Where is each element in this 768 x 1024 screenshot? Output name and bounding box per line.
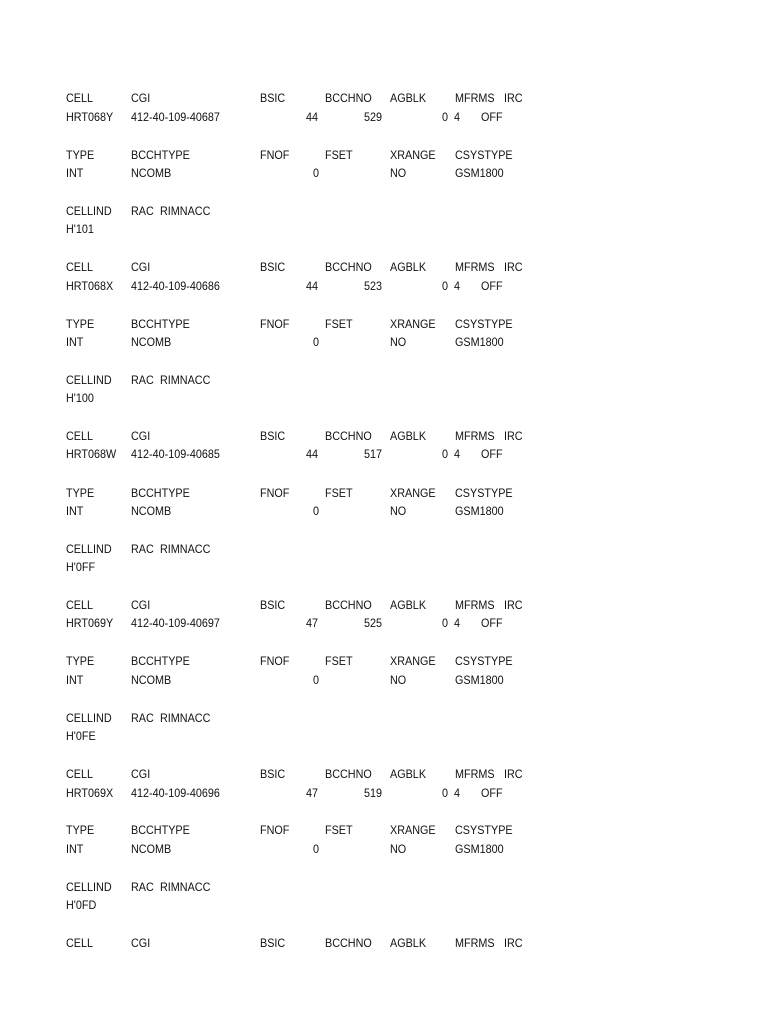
cell-header-mfrms: MFRMS bbox=[455, 767, 495, 781]
csystype-value: GSM1800 bbox=[455, 673, 504, 687]
cellind-header-rac: RAC bbox=[131, 373, 154, 387]
cell-header-bsic: BSIC bbox=[260, 260, 286, 274]
fset-value: 0 bbox=[313, 335, 320, 349]
cellind-header-rimnacc: RIMNACC bbox=[160, 204, 211, 218]
cgi-value: 412-40-109-40697 bbox=[131, 616, 220, 630]
bcchtype-value: NCOMB bbox=[131, 335, 172, 349]
cellind-header-cellind: CELLIND bbox=[66, 542, 112, 556]
mfrms-value: 4 bbox=[454, 616, 461, 630]
cell-header-bcchno: BCCHNO bbox=[325, 91, 372, 105]
cellind-value: H'100 bbox=[66, 391, 94, 405]
mfrms-value: 4 bbox=[454, 110, 461, 124]
type-header-fnof: FNOF bbox=[260, 317, 290, 331]
xrange-value: NO bbox=[390, 842, 407, 856]
agblk-value: 0 bbox=[442, 447, 449, 461]
type-header-type: TYPE bbox=[66, 148, 95, 162]
cellind-header-rac: RAC bbox=[131, 542, 154, 556]
xrange-value: NO bbox=[390, 166, 407, 180]
bsic-value: 44 bbox=[306, 110, 319, 124]
cell-header-bsic: BSIC bbox=[260, 429, 286, 443]
cell-header-agblk: AGBLK bbox=[390, 767, 427, 781]
type-header-bcchtype: BCCHTYPE bbox=[131, 823, 190, 837]
cellind-header-rac: RAC bbox=[131, 711, 154, 725]
type-header-type: TYPE bbox=[66, 823, 95, 837]
csystype-value: GSM1800 bbox=[455, 335, 504, 349]
cgi-value: 412-40-109-40686 bbox=[131, 279, 220, 293]
cell-header-cgi: CGI bbox=[131, 260, 151, 274]
cell-header-cgi: CGI bbox=[131, 598, 151, 612]
bcchno-value: 525 bbox=[364, 616, 383, 630]
cell-header-cgi: CGI bbox=[131, 767, 151, 781]
cell-header-agblk: AGBLK bbox=[390, 598, 427, 612]
bcchno-value: 517 bbox=[364, 447, 383, 461]
irc-value: OFF bbox=[481, 110, 503, 124]
cell-header-irc: IRC bbox=[504, 598, 523, 612]
cell-name-value: HRT068W bbox=[66, 447, 117, 461]
bcchno-value: 523 bbox=[364, 279, 383, 293]
cell-header-irc: IRC bbox=[504, 91, 523, 105]
irc-value: OFF bbox=[481, 786, 503, 800]
mfrms-value: 4 bbox=[454, 279, 461, 293]
type-header-fnof: FNOF bbox=[260, 486, 290, 500]
cell-header-cgi: CGI bbox=[131, 936, 151, 950]
cell-header-cgi: CGI bbox=[131, 429, 151, 443]
cell-header-mfrms: MFRMS bbox=[455, 429, 495, 443]
cell-header-mfrms: MFRMS bbox=[455, 91, 495, 105]
type-header-type: TYPE bbox=[66, 486, 95, 500]
cell-header-bsic: BSIC bbox=[260, 767, 286, 781]
type-header-type: TYPE bbox=[66, 317, 95, 331]
cell-header-cell: CELL bbox=[66, 91, 94, 105]
cellind-header-rimnacc: RIMNACC bbox=[160, 880, 211, 894]
type-value: INT bbox=[66, 673, 84, 687]
cell-header-bsic: BSIC bbox=[260, 598, 286, 612]
cell-header-agblk: AGBLK bbox=[390, 936, 427, 950]
bcchno-value: 519 bbox=[364, 786, 383, 800]
type-header-bcchtype: BCCHTYPE bbox=[131, 317, 190, 331]
bcchno-value: 529 bbox=[364, 110, 383, 124]
type-value: INT bbox=[66, 842, 84, 856]
bcchtype-value: NCOMB bbox=[131, 842, 172, 856]
cell-header-cell: CELL bbox=[66, 767, 94, 781]
type-header-xrange: XRANGE bbox=[390, 823, 436, 837]
type-header-csystype: CSYSTYPE bbox=[455, 654, 513, 668]
cellind-value: H'0FE bbox=[66, 729, 96, 743]
bcchtype-value: NCOMB bbox=[131, 673, 172, 687]
cell-name-value: HRT068X bbox=[66, 279, 114, 293]
type-header-fnof: FNOF bbox=[260, 148, 290, 162]
cgi-value: 412-40-109-40685 bbox=[131, 447, 220, 461]
xrange-value: NO bbox=[390, 335, 407, 349]
type-header-fset: FSET bbox=[325, 486, 353, 500]
cell-name-value: HRT069Y bbox=[66, 616, 114, 630]
cell-header-agblk: AGBLK bbox=[390, 91, 427, 105]
cellind-value: H'101 bbox=[66, 222, 94, 236]
type-header-fset: FSET bbox=[325, 823, 353, 837]
cell-header-bsic: BSIC bbox=[260, 936, 286, 950]
fset-value: 0 bbox=[313, 842, 320, 856]
cell-header-cell: CELL bbox=[66, 598, 94, 612]
agblk-value: 0 bbox=[442, 616, 449, 630]
xrange-value: NO bbox=[390, 504, 407, 518]
irc-value: OFF bbox=[481, 447, 503, 461]
bsic-value: 47 bbox=[306, 616, 319, 630]
bsic-value: 44 bbox=[306, 447, 319, 461]
irc-value: OFF bbox=[481, 279, 503, 293]
cell-header-bcchno: BCCHNO bbox=[325, 598, 372, 612]
cell-header-bcchno: BCCHNO bbox=[325, 936, 372, 950]
cellind-header-cellind: CELLIND bbox=[66, 880, 112, 894]
type-header-xrange: XRANGE bbox=[390, 654, 436, 668]
cgi-value: 412-40-109-40696 bbox=[131, 786, 220, 800]
type-header-bcchtype: BCCHTYPE bbox=[131, 486, 190, 500]
cellind-header-cellind: CELLIND bbox=[66, 204, 112, 218]
cell-name-value: HRT069X bbox=[66, 786, 114, 800]
bcchtype-value: NCOMB bbox=[131, 504, 172, 518]
cellind-value: H'0FD bbox=[66, 898, 97, 912]
type-value: INT bbox=[66, 335, 84, 349]
type-header-fset: FSET bbox=[325, 317, 353, 331]
type-header-fset: FSET bbox=[325, 148, 353, 162]
cellind-header-rac: RAC bbox=[131, 880, 154, 894]
cellind-header-cellind: CELLIND bbox=[66, 373, 112, 387]
type-header-csystype: CSYSTYPE bbox=[455, 823, 513, 837]
mfrms-value: 4 bbox=[454, 447, 461, 461]
type-header-csystype: CSYSTYPE bbox=[455, 486, 513, 500]
bcchtype-value: NCOMB bbox=[131, 166, 172, 180]
cell-header-agblk: AGBLK bbox=[390, 260, 427, 274]
cell-header-irc: IRC bbox=[504, 429, 523, 443]
cell-header-cgi: CGI bbox=[131, 91, 151, 105]
type-header-xrange: XRANGE bbox=[390, 148, 436, 162]
cellind-header-rac: RAC bbox=[131, 204, 154, 218]
cell-header-cell: CELL bbox=[66, 429, 94, 443]
fset-value: 0 bbox=[313, 504, 320, 518]
cell-header-agblk: AGBLK bbox=[390, 429, 427, 443]
cell-header-irc: IRC bbox=[504, 767, 523, 781]
agblk-value: 0 bbox=[442, 786, 449, 800]
type-header-type: TYPE bbox=[66, 654, 95, 668]
cell-header-irc: IRC bbox=[504, 936, 523, 950]
cell-header-bcchno: BCCHNO bbox=[325, 260, 372, 274]
cell-header-bcchno: BCCHNO bbox=[325, 429, 372, 443]
type-header-fset: FSET bbox=[325, 654, 353, 668]
type-value: INT bbox=[66, 504, 84, 518]
cellind-value: H'0FF bbox=[66, 560, 96, 574]
bsic-value: 44 bbox=[306, 279, 319, 293]
agblk-value: 0 bbox=[442, 110, 449, 124]
cgi-value: 412-40-109-40687 bbox=[131, 110, 220, 124]
cell-header-mfrms: MFRMS bbox=[455, 260, 495, 274]
type-value: INT bbox=[66, 166, 84, 180]
type-header-csystype: CSYSTYPE bbox=[455, 317, 513, 331]
cell-header-cell: CELL bbox=[66, 936, 94, 950]
cell-header-irc: IRC bbox=[504, 260, 523, 274]
cellind-header-rimnacc: RIMNACC bbox=[160, 542, 211, 556]
type-header-xrange: XRANGE bbox=[390, 486, 436, 500]
type-header-xrange: XRANGE bbox=[390, 317, 436, 331]
type-header-csystype: CSYSTYPE bbox=[455, 148, 513, 162]
cell-header-cell: CELL bbox=[66, 260, 94, 274]
irc-value: OFF bbox=[481, 616, 503, 630]
type-header-bcchtype: BCCHTYPE bbox=[131, 148, 190, 162]
fset-value: 0 bbox=[313, 673, 320, 687]
cell-header-bcchno: BCCHNO bbox=[325, 767, 372, 781]
cell-header-bsic: BSIC bbox=[260, 91, 286, 105]
csystype-value: GSM1800 bbox=[455, 166, 504, 180]
type-header-bcchtype: BCCHTYPE bbox=[131, 654, 190, 668]
cellind-header-rimnacc: RIMNACC bbox=[160, 373, 211, 387]
xrange-value: NO bbox=[390, 673, 407, 687]
cell-name-value: HRT068Y bbox=[66, 110, 114, 124]
fset-value: 0 bbox=[313, 166, 320, 180]
cellind-header-rimnacc: RIMNACC bbox=[160, 711, 211, 725]
mfrms-value: 4 bbox=[454, 786, 461, 800]
csystype-value: GSM1800 bbox=[455, 842, 504, 856]
type-header-fnof: FNOF bbox=[260, 654, 290, 668]
csystype-value: GSM1800 bbox=[455, 504, 504, 518]
type-header-fnof: FNOF bbox=[260, 823, 290, 837]
cellind-header-cellind: CELLIND bbox=[66, 711, 112, 725]
cell-header-mfrms: MFRMS bbox=[455, 598, 495, 612]
agblk-value: 0 bbox=[442, 279, 449, 293]
cell-header-mfrms: MFRMS bbox=[455, 936, 495, 950]
bsic-value: 47 bbox=[306, 786, 319, 800]
